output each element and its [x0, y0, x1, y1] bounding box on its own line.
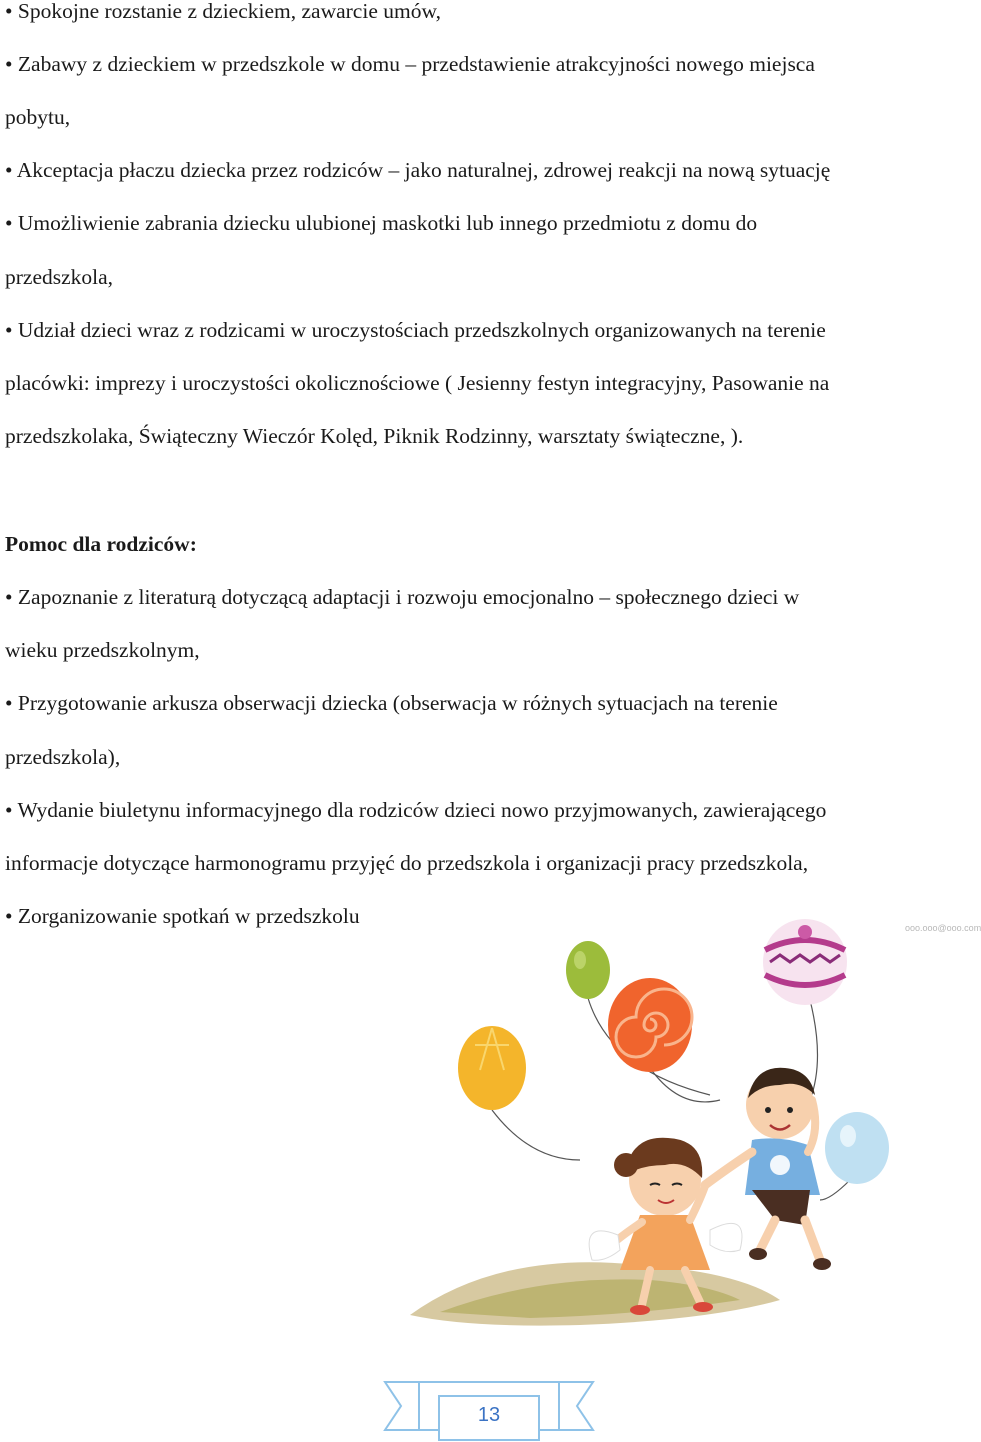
section-heading: Pomoc dla rodziców: [5, 532, 197, 556]
list-item-continuation: przedszkola), [5, 745, 121, 769]
list-item: • Zorganizowanie spotkań w przedszkolu [5, 904, 360, 928]
list-item: • Spokojne rozstanie z dzieckiem, zawarcie umów, [5, 0, 441, 23]
list-item-continuation: pobytu, [5, 105, 71, 129]
list-item: • Wydanie biuletynu informacyjnego dla rodziców dzieci nowo przyjmowanych, zawierającego [5, 798, 827, 822]
list-item: • Udział dzieci wraz z rodzicami w uroczystościach przedszkolnych organizowanych na terenie [5, 318, 826, 342]
page-number: 13 [477, 1404, 501, 1426]
list-item-continuation: przedszkola, [5, 265, 114, 289]
image-watermark: ooo.ooo@ooo.com [905, 923, 981, 933]
children-with-balloons-illustration [380, 920, 970, 1340]
list-item-continuation: przedszkolaka, Świąteczny Wieczór Kolęd, Piknik Rodzinny, warsztaty świąteczne, ). [5, 424, 744, 448]
list-item-continuation: informacje dotyczące harmonogramu przyjęć do przedszkola i organizacji pracy przedszkola, [5, 851, 809, 875]
list-item: • Umożliwienie zabrania dziecku ulubionej maskotki lub innego przedmiotu z domu do [5, 211, 758, 235]
list-item-continuation: wieku przedszkolnym, [5, 638, 200, 662]
list-item: • Zabawy z dzieckiem w przedszkole w domu – przedstawienie atrakcyjności nowego miejsca [5, 52, 815, 76]
list-item-continuation: placówki: imprezy i uroczystości okolicznościowe ( Jesienny festyn integracyjny, Pasowanie na [5, 371, 830, 395]
list-item: • Przygotowanie arkusza obserwacji dziecka (obserwacja w różnych sytuacjach na terenie [5, 691, 778, 715]
list-item: • Zapoznanie z literaturą dotyczącą adaptacji i rozwoju emocjonalno – społecznego dzieci w [5, 585, 800, 609]
list-item: • Akceptacja płaczu dziecka przez rodziców – jako naturalnej, zdrowej reakcji na nową sytuację [5, 158, 831, 182]
